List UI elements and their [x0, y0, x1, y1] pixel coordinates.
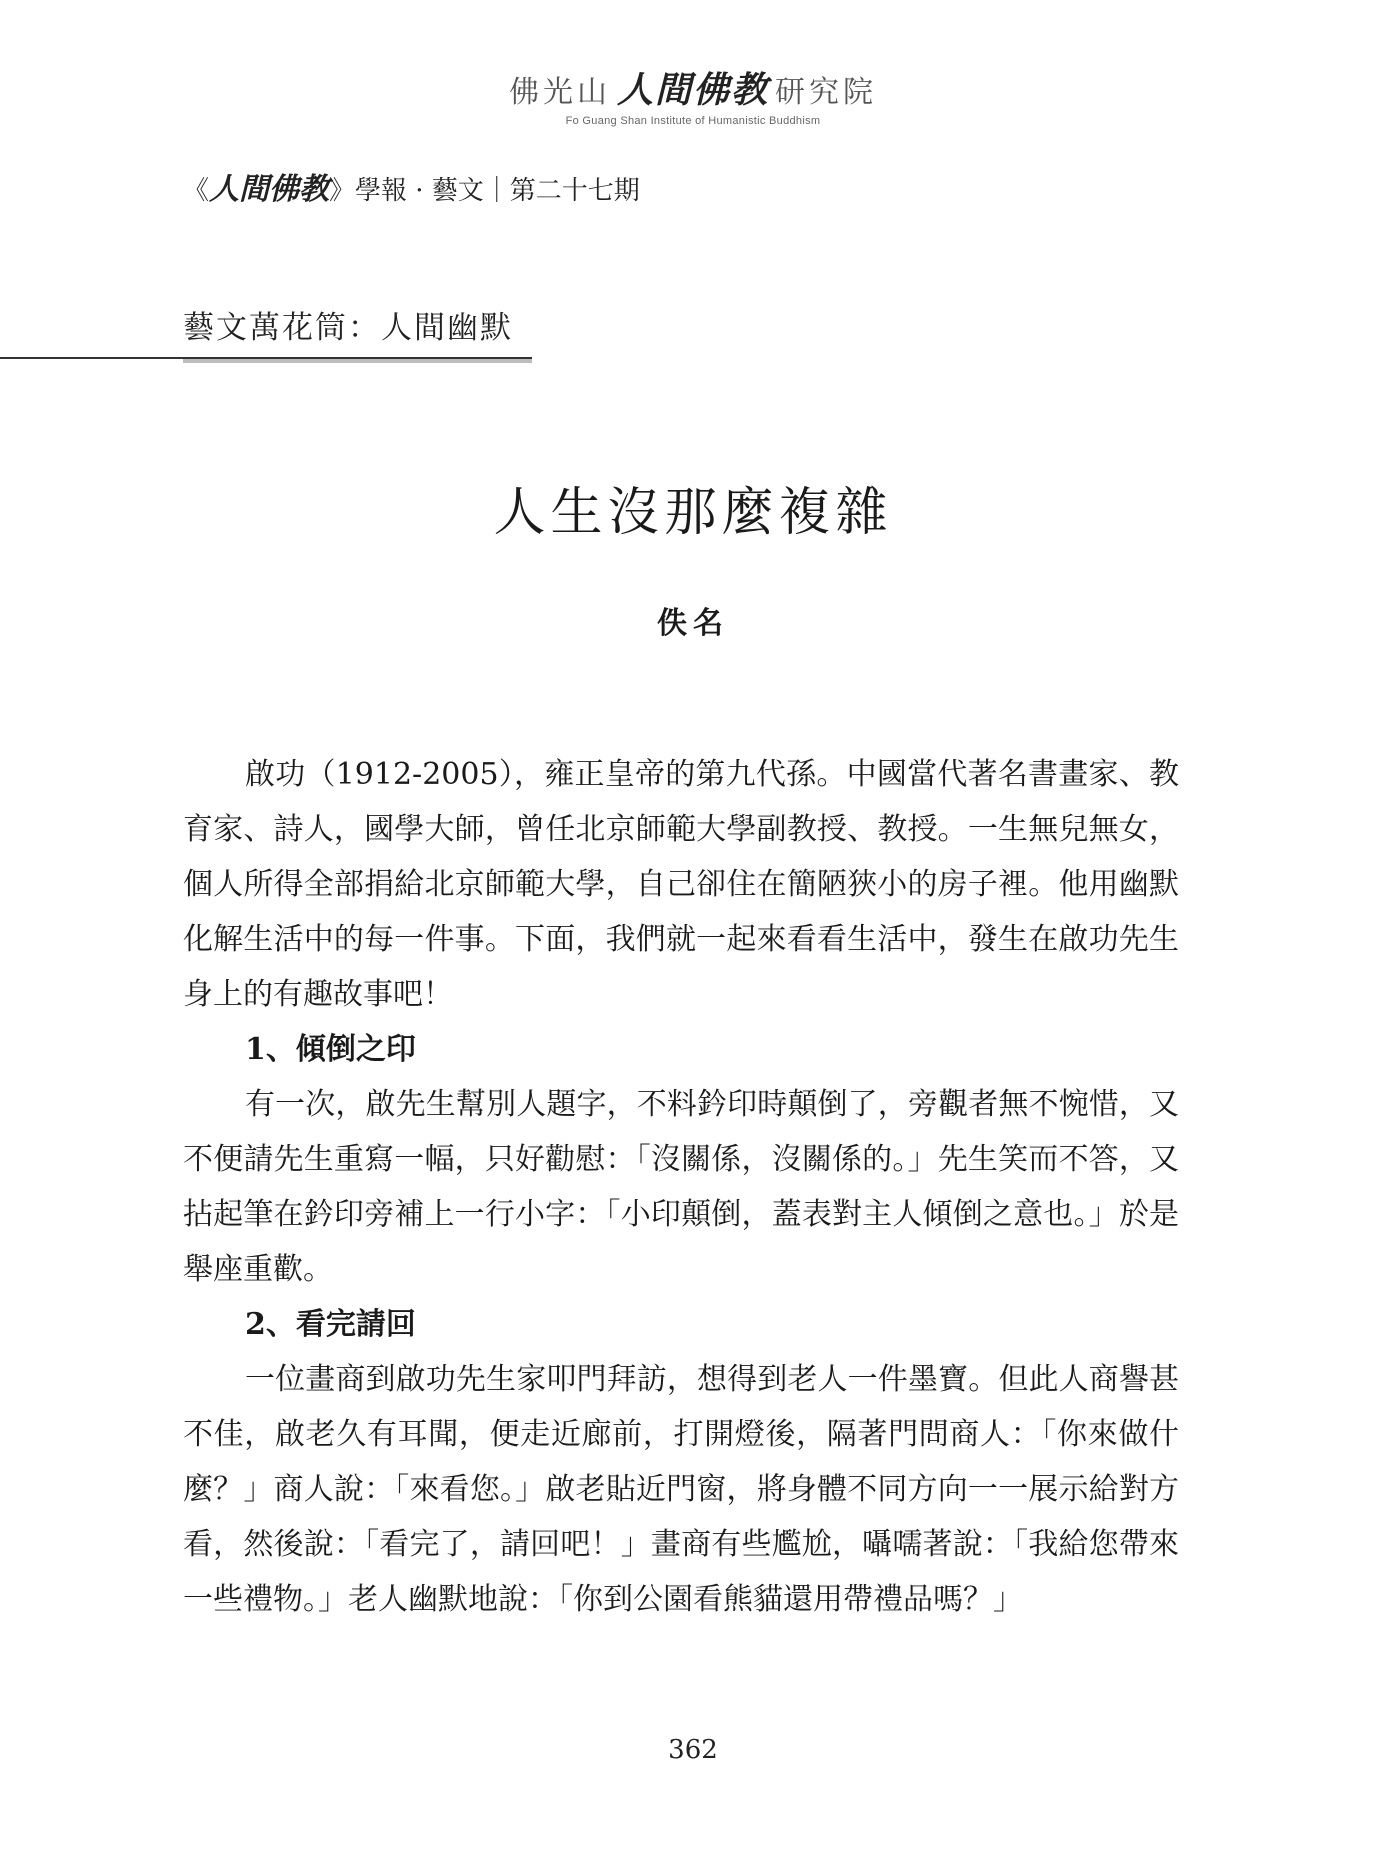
- story-heading-1: 1、傾倒之印: [245, 1032, 416, 1067]
- institute-header: [0, 62, 1386, 127]
- section-divider-shadow: [183, 359, 532, 363]
- article-title: 人生沒那麼複雜: [493, 483, 893, 543]
- journal-open-quote: 《: [183, 176, 210, 206]
- journal-issue-info: 》學報 · 藝文｜第二十七期: [329, 176, 640, 206]
- brand-english-name: Fo Guang Shan Institute of Humanistic Buddhism: [565, 115, 821, 127]
- article-author: 佚名: [657, 606, 729, 641]
- journal-calligraphy-title: 人間佛教: [209, 172, 330, 207]
- brand-prefix: 佛光山: [508, 75, 611, 110]
- institute-brand: [0, 62, 1386, 113]
- story-paragraph-1: 有一次，啟先生幫別人題字，不料鈐印時顛倒了，旁觀者無不惋惜，又不便請先生重寫一幅，只好勸慰：「沒關係，沒關係的。」先生笑而不答，又拈起筆在鈐印旁補上一行小字：「小印顛倒，蓋表對主人傾倒之意也。」於是舉座重歡。: [183, 1087, 1179, 1287]
- article-body: [183, 747, 1179, 1627]
- brand-calligraphy-logo: 人間佛教: [616, 69, 769, 111]
- brand-suffix: 研究院: [775, 75, 877, 110]
- story-heading-2: 2、看完請回: [245, 1307, 416, 1342]
- section-heading-block: [0, 302, 532, 363]
- journal-running-head: [183, 164, 640, 208]
- section-title: 藝文萬花筒：人間幽默: [183, 310, 513, 346]
- intro-paragraph: 啟功（1912-2005），雍正皇帝的第九代孫。中國當代著名書畫家、教育家、詩人，國學大師，曾任北京師範大學副教授、教授。一生無兒無女，個人所得全部捐給北京師範大學，自己卻住在簡陋狹小的房子裡。他用幽默化解生活中的每一件事。下面，我們就一起來看看生活中，發生在啟功先生身上的有趣故事吧！: [183, 757, 1179, 1012]
- story-paragraph-2: 一位畫商到啟功先生家叩門拜訪，想得到老人一件墨寶。但此人商譽甚不佳，啟老久有耳聞，便走近廊前，打開燈後，隔著門問商人：「你來做什麼？」商人說：「來看您。」啟老貼近門窗，將身體不同方向一一展示給對方看，然後說：「看完了，請回吧！」畫商有些尷尬，囁嚅著說：「我給您帶來一些禮物。」老人幽默地說：「你到公園看熊貓還用帶禮品嗎？」: [183, 1362, 1179, 1617]
- page-number: 362: [668, 1735, 718, 1765]
